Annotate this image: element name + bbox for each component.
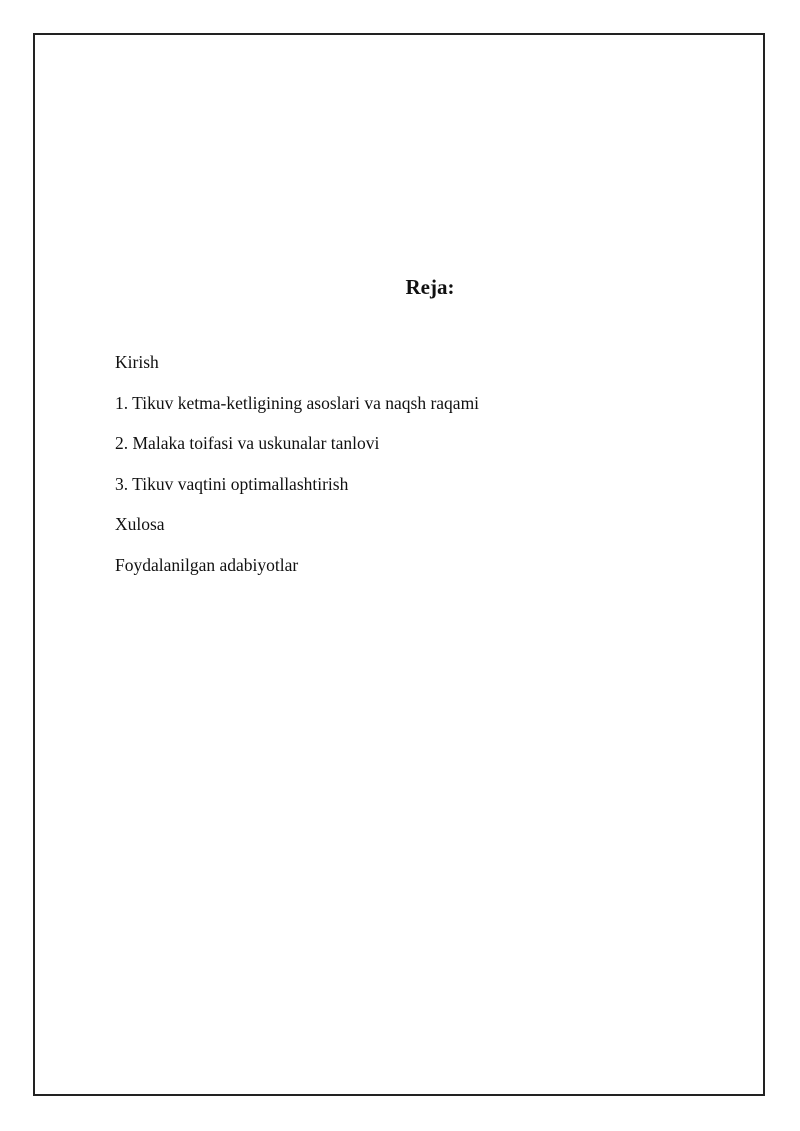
table-of-contents <box>115 351 479 595</box>
page-title: Reja: <box>405 275 455 299</box>
toc-item-2: 2. Malaka toifasi va uskunalar tanlovi <box>115 433 380 454</box>
toc-item-introduction: Kirish <box>115 352 159 372</box>
toc-item-1: 1. Tikuv ketma-ketligining asoslari va naqsh raqami <box>115 392 480 413</box>
toc-item-conclusion: Xulosa <box>115 514 165 535</box>
toc-item-references: Foydalanilgan adabiyotlar <box>115 554 299 575</box>
toc-item-3: 3. Tikuv vaqtini optimallashtirish <box>115 473 349 494</box>
